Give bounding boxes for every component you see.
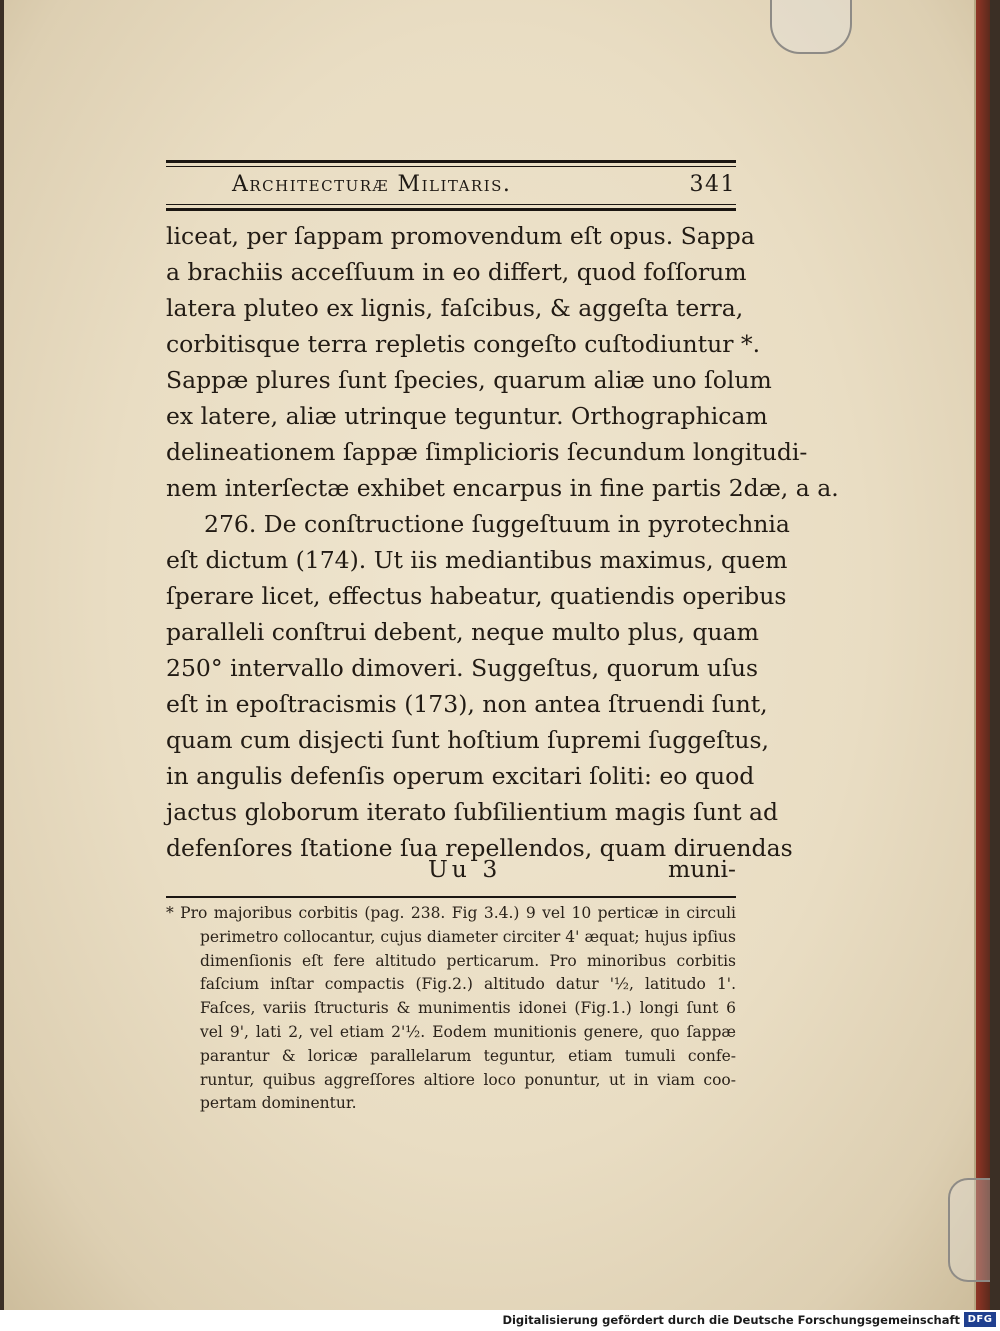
text-line: corbitisque terra repletis congeſto cuſtodiuntur *. xyxy=(166,330,761,358)
text-line: delineationem ſappæ ſimplicioris ſecundum longitudi- xyxy=(166,438,808,466)
text-line: latera pluteo ex lignis, faſcibus, & aggeſta terra, xyxy=(166,294,744,322)
footnote-line: pertam dominentur. xyxy=(200,1094,357,1113)
footnote-line: perimetro collocantur, cujus diameter circiter 4' æquat; hujus ipſius xyxy=(200,927,736,946)
text-line: quam cum disjecti ſunt hoſtium ſupremi ſuggeſtus, xyxy=(166,726,770,754)
footnote-line: runtur, quibus aggreſſores altiore loco ponuntur, ut in viam coo- xyxy=(200,1070,736,1089)
page-clip-right xyxy=(948,1178,990,1282)
running-head xyxy=(166,170,736,202)
footnote-line: Faſces, variis ſtructuris & munimentis idonei (Fig.1.) longi ſunt 6 xyxy=(200,999,736,1018)
page-number: 341 xyxy=(689,172,736,197)
footnote xyxy=(166,902,736,1116)
signature-mark: Uu 3 xyxy=(428,855,502,883)
funding-credit: Digitalisierung gefördert durch die Deutsche Forschungsgemeinschaft xyxy=(502,1313,960,1327)
footnote-line: parantur & loricæ parallelarum teguntur, etiam tumuli confe- xyxy=(200,1046,736,1065)
head-rule-bottom-thin xyxy=(166,204,736,205)
paragraph-start-line: 276. De conſtructione ſuggeſtuum in pyrotechnia xyxy=(204,510,790,538)
head-rule-bottom xyxy=(166,208,736,211)
text-line: jactus globorum iterato ſubſilientium magis ſunt ad xyxy=(166,798,779,826)
text-line: ex latere, aliæ utrinque teguntur. Orthographicam xyxy=(166,402,768,430)
text-line: a brachiis acceſſuum in eo differt, quod foſſorum xyxy=(166,258,747,286)
footnote-line: * Pro majoribus corbitis (pag. 238. Fig 3.4.) 9 vel 10 perticæ in circuli xyxy=(166,904,736,922)
text-line: eſt dictum (174). Ut iis mediantibus maximus, quem xyxy=(166,546,788,574)
footnote-line: vel 9', lati 2, vel etiam 2'½. Eodem munitionis genere, quo ſappæ xyxy=(200,1022,736,1041)
footnote-rule xyxy=(166,896,736,898)
head-rule-top xyxy=(166,160,736,163)
dfg-logo-icon: DFG xyxy=(964,1312,996,1327)
page-clip-top xyxy=(770,0,852,54)
text-line: ſperare licet, effectus habeatur, quatiendis operibus xyxy=(166,582,787,610)
body-text xyxy=(166,218,839,866)
head-rule-top-thin xyxy=(166,166,736,167)
running-head-title: Architecturæ Militaris. xyxy=(232,172,512,197)
text-line: paralleli conſtrui debent, neque multo plus, quam xyxy=(166,618,759,646)
footer-bar xyxy=(0,1310,1000,1331)
text-line: nem interſectæ exhibet encarpus in fine partis 2dæ, a a. xyxy=(166,474,839,502)
footnote-line: faſcium inſtar compactis (Fig.2.) altitudo datur '½, latitudo 1'. xyxy=(200,975,736,994)
text-line: Sappæ plures ſunt ſpecies, quarum aliæ uno ſolum xyxy=(166,366,772,394)
text-line: liceat, per ſappam promovendum eſt opus. Sappa xyxy=(166,222,755,250)
footnote-line: dimenſionis eſt fere altitudo perticarum. Pro minoribus corbitis xyxy=(200,951,736,970)
catchword: muni- xyxy=(667,855,736,883)
catch-line xyxy=(166,855,736,887)
text-line: in angulis defenſis operum excitari ſoliti: eo quod xyxy=(166,762,755,790)
text-line: 250° intervallo dimoveri. Suggeſtus, quorum uſus xyxy=(166,654,759,682)
text-line: defenſores ſtatione ſua repellendos, quam diruendas xyxy=(166,834,793,862)
text-line: eſt in epoſtracismis (173), non antea ſtruendi ſunt, xyxy=(166,690,768,718)
